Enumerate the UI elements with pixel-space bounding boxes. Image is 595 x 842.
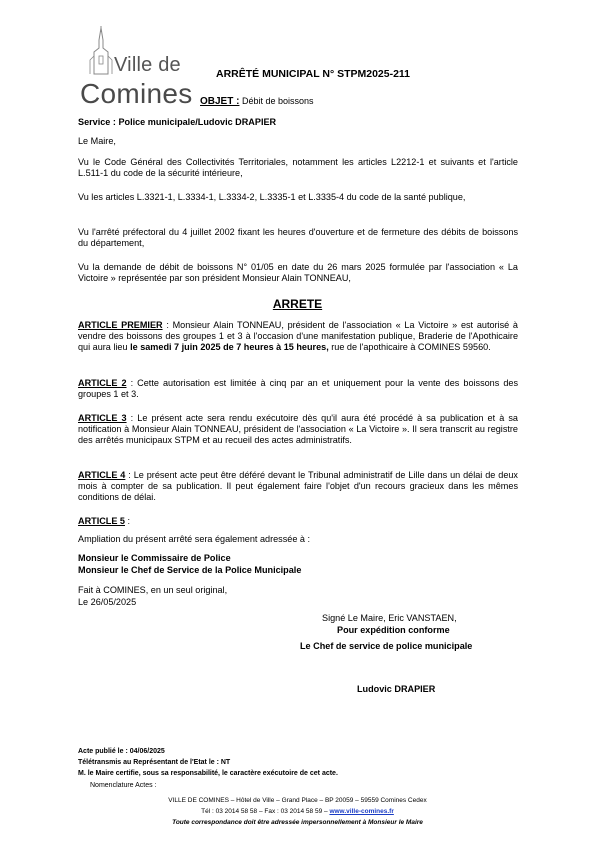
city-logo xyxy=(80,26,195,108)
fait-a: Fait à COMINES, en un seul original, xyxy=(78,585,228,595)
logo-ville: Ville de xyxy=(114,54,181,76)
article-5-text: : xyxy=(125,516,131,526)
article-5-label: ARTICLE 5 xyxy=(78,516,125,526)
footer-address: VILLE DE COMINES – Hôtel de Ville – Grand Place – BP 20059 – 59559 Comines Cedex xyxy=(168,797,427,804)
logo-comines: Comines xyxy=(80,78,193,109)
vu-paragraph-4: Vu la demande de débit de boissons N° 01/05 en date du 26 mars 2025 formulée par l'association « La Victoire » représentée par son président Monsieur Alain TONNEAU, xyxy=(78,262,518,283)
certification: M. le Maire certifie, sous sa responsabilité, le caractère exécutoire de cet acte. xyxy=(78,770,338,777)
footer-contact xyxy=(0,808,595,815)
le-maire: Le Maire, xyxy=(78,136,116,146)
church-icon xyxy=(88,26,114,76)
article-5 xyxy=(78,516,518,527)
teletransmis: Télétransmis au Représentant de l'Etat le : NT xyxy=(78,759,231,766)
article-1-label: ARTICLE PREMIER xyxy=(78,320,163,330)
objet-label: OBJET : xyxy=(200,96,240,107)
vu-paragraph-3: Vu l'arrêté préfectoral du 4 juillet 2002 fixant les heures d'ouverture et de fermeture des débits de boissons du département, xyxy=(78,227,518,248)
article-1 xyxy=(78,320,518,353)
article-1-text-end: rue de l'apothicaire à COMINES 59560. xyxy=(328,342,491,352)
service-line: Service : Police municipale/Ludovic DRAPIER xyxy=(78,117,277,127)
footer-tel: Tél : 03 2014 58 58 – Fax : 03 2014 58 59 – xyxy=(201,808,330,815)
article-1-text: : Monsieur Alain TONNEAU, président de l'association « La Victoire » est autorisé à vendre des boissons des groupes 1 et 3 à l'occasion d'une manifestation publique, Braderie de l'Apothicaire qui aura lieu xyxy=(78,320,518,352)
destinataire-1: Monsieur le Commissaire de Police xyxy=(78,553,231,563)
ampliation: Ampliation du présent arrêté sera également adressée à : xyxy=(78,534,311,544)
article-2 xyxy=(78,378,518,400)
objet-line xyxy=(200,96,314,107)
nomenclature: Nomenclature Actes : xyxy=(90,782,157,789)
vu-paragraph-1: Vu le Code Général des Collectivités Territoriales, notamment les articles L2212-1 et suivants et l'article L.511-1 du code de la sécurité intérieure, xyxy=(78,157,518,178)
article-4-label: ARTICLE 4 xyxy=(78,470,126,480)
vu-paragraph-2: Vu les articles L.3321-1, L.3334-1, L.3334-2, L.3335-1 et L.3335-4 du code de la santé publique, xyxy=(78,192,466,202)
footer-correspondance: Toute correspondance doit être adressée impersonnellement à Monsieur le Maire xyxy=(172,819,423,826)
article-2-label: ARTICLE 2 xyxy=(78,378,127,388)
article-4 xyxy=(78,470,518,503)
page-title: ARRÊTÉ MUNICIPAL N° STPM2025-211 xyxy=(216,68,411,80)
article-3-text: : Le présent acte sera rendu exécutoire dès qu'il aura été procédé à sa publication et à sa notification à Monsieur Alain TONNEAU, président de l'association « La Victoire ». Il sera transcrit au registre des arrêtés municipaux STPM et au recueil des actes administratifs. xyxy=(78,413,518,445)
arrete-heading: ARRETE xyxy=(272,297,323,311)
objet-value: Débit de boissons xyxy=(239,96,314,106)
article-3-label: ARTICLE 3 xyxy=(78,413,127,423)
article-3 xyxy=(78,413,518,446)
signature-name: Ludovic DRAPIER xyxy=(357,684,436,694)
signature-line-1: Signé Le Maire, Eric VANSTAEN, xyxy=(322,613,457,623)
website-link[interactable]: www.ville-comines.fr xyxy=(329,808,394,815)
article-2-text: : Cette autorisation est limitée à cinq par an et uniquement pour la vente des boissons des groupes 1 et 3. xyxy=(78,378,518,399)
acte-publie: Acte publié le : 04/06/2025 xyxy=(78,748,165,755)
signature-line-3: Le Chef de service de police municipale xyxy=(300,641,473,651)
signature-line-2: Pour expédition conforme xyxy=(337,625,450,635)
article-4-text: : Le présent acte peut être déféré devant le Tribunal administratif de Lille dans un délai de deux mois à compter de sa publication. Il peut également faire l'objet d'un recours gracieux dans les mêmes conditions de délai. xyxy=(78,470,518,502)
destinataire-2: Monsieur le Chef de Service de la Police Municipale xyxy=(78,565,302,575)
signature-date: Le 26/05/2025 xyxy=(78,597,137,607)
article-1-bold: le samedi 7 juin 2025 de 7 heures à 15 heures, xyxy=(130,342,329,352)
